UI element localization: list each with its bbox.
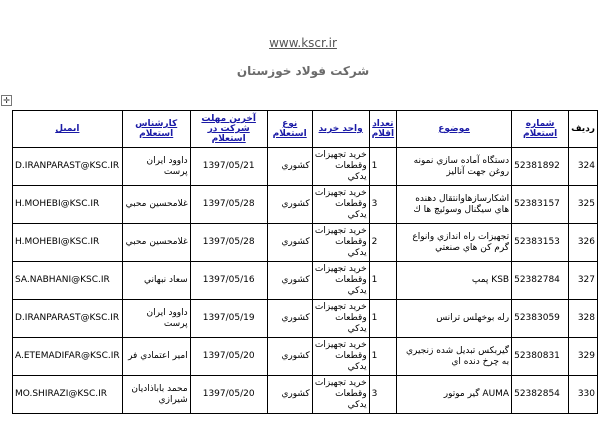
cell-deadline: 1397/05/16 <box>190 262 267 300</box>
cell-request-number: 52383059 <box>512 300 569 338</box>
header-inquiry-type[interactable]: نوع استعلام <box>267 111 312 148</box>
cell-deadline: 1397/05/21 <box>190 148 267 186</box>
cell-inquiry-type: كشوري <box>267 186 312 224</box>
cell-request-number: 52382854 <box>512 376 569 414</box>
cell-email[interactable]: H.MOHEBI@KSC.IR <box>13 186 123 224</box>
cell-quantity: 3 <box>369 186 396 224</box>
table-header-row <box>13 111 598 148</box>
cell-inquiry-type: كشوري <box>267 300 312 338</box>
header-purchase-unit[interactable]: واحد خريد <box>312 111 369 148</box>
cell-purchase-unit: خريد تجهيزات وقطعات يدكي <box>312 186 369 224</box>
table-row <box>13 262 598 300</box>
cell-inquiry-type: كشوري <box>267 262 312 300</box>
cell-quantity: 2 <box>369 224 396 262</box>
cell-radif: 327 <box>569 262 598 300</box>
cell-request-number: 52382784 <box>512 262 569 300</box>
cell-deadline: 1397/05/28 <box>190 186 267 224</box>
cell-deadline: 1397/05/20 <box>190 338 267 376</box>
cell-radif: 325 <box>569 186 598 224</box>
cell-subject: KSB پمپ <box>397 262 512 300</box>
cell-request-number: 52380831 <box>512 338 569 376</box>
cell-inquiry-type: كشوري <box>267 224 312 262</box>
header-email[interactable]: ايميل <box>13 111 123 148</box>
cell-subject: تجهيزات راه اندازي وانواع گرم كن هاي صنعتي <box>397 224 512 262</box>
header-request-number[interactable]: شماره استعلام <box>512 111 569 148</box>
cell-request-number: 52383153 <box>512 224 569 262</box>
cell-expert: محمد باباذاديان شيرازي <box>122 376 190 414</box>
cell-inquiry-type: كشوري <box>267 376 312 414</box>
table-row <box>13 224 598 262</box>
cell-email[interactable]: MO.SHIRAZI@KSC.IR <box>13 376 123 414</box>
cell-purchase-unit: خريد تجهيزات وقطعات يدكي <box>312 224 369 262</box>
header-expert[interactable]: كارشناس استعلام <box>122 111 190 148</box>
company-title: شرکت فولاد خوزستان <box>236 64 370 78</box>
cell-expert: غلامحسين محبي <box>122 224 190 262</box>
table-row <box>13 148 598 186</box>
cell-purchase-unit: خريد تجهيزات وقطعات يدكي <box>312 262 369 300</box>
cell-quantity: 3 <box>369 376 396 414</box>
cell-expert: امير اعتمادي فر <box>122 338 190 376</box>
site-url[interactable]: www.kscr.ir <box>269 36 337 50</box>
cell-purchase-unit: خريد تجهيزات وقطعات يدكي <box>312 148 369 186</box>
cell-subject: AUMA گير موتور <box>397 376 512 414</box>
cell-radif: 329 <box>569 338 598 376</box>
cell-quantity: 1 <box>369 300 396 338</box>
header-radif: رديف <box>569 111 598 148</box>
cell-quantity: 1 <box>369 338 396 376</box>
cell-email[interactable]: D.IRANPARAST@KSC.IR <box>13 148 123 186</box>
cell-deadline: 1397/05/20 <box>190 376 267 414</box>
cell-radif: 326 <box>569 224 598 262</box>
cell-purchase-unit: خريد تجهيزات وقطعات يدكي <box>312 376 369 414</box>
cell-purchase-unit: خريد تجهيزات وقطعات يدكي <box>312 300 369 338</box>
cell-request-number: 52381892 <box>512 148 569 186</box>
cell-radif: 324 <box>569 148 598 186</box>
cell-email[interactable]: H.MOHEBI@KSC.IR <box>13 224 123 262</box>
cell-deadline: 1397/05/19 <box>190 300 267 338</box>
cell-radif: 330 <box>569 376 598 414</box>
cell-expert: سعاد نبهاني <box>122 262 190 300</box>
table-move-handle-icon[interactable]: ✛ <box>1 95 12 106</box>
cell-deadline: 1397/05/28 <box>190 224 267 262</box>
cell-quantity: 1 <box>369 148 396 186</box>
cell-expert: داوود ايران پرست <box>122 148 190 186</box>
header-quantity[interactable]: تعداد اقلام <box>369 111 396 148</box>
cell-email[interactable]: SA.NABHANI@KSC.IR <box>13 262 123 300</box>
cell-subject: دستگاه آماده سازي نمونه روغن جهت آناليز <box>397 148 512 186</box>
cell-subject: اشكارسازهاوانتقال دهنده هاي سيگنال وسوئيچ ها ك <box>397 186 512 224</box>
table-row <box>13 376 598 414</box>
inquiry-table <box>12 110 598 414</box>
table-row <box>13 186 598 224</box>
cell-radif: 328 <box>569 300 598 338</box>
table-row <box>13 300 598 338</box>
cell-purchase-unit: خريد تجهيزات وقطعات يدكي <box>312 338 369 376</box>
header-deadline[interactable]: آخرين مهلت شركت در استعلام <box>190 111 267 148</box>
cell-quantity: 1 <box>369 262 396 300</box>
cell-inquiry-type: كشوري <box>267 148 312 186</box>
cell-subject: رله بوخهلس ترانس <box>397 300 512 338</box>
header-subject[interactable]: موضوع <box>397 111 512 148</box>
cell-expert: داوود ايران پرست <box>122 300 190 338</box>
cell-request-number: 52383157 <box>512 186 569 224</box>
table-row <box>13 338 598 376</box>
cell-email[interactable]: D.IRANPARAST@KSC.IR <box>13 300 123 338</box>
cell-expert: غلامحسين محبي <box>122 186 190 224</box>
cell-inquiry-type: كشوري <box>267 338 312 376</box>
cell-subject: گيربكس تبديل شده زنجيري به چرخ دنده اي <box>397 338 512 376</box>
cell-email[interactable]: A.ETEMADIFAR@KSC.IR <box>13 338 123 376</box>
